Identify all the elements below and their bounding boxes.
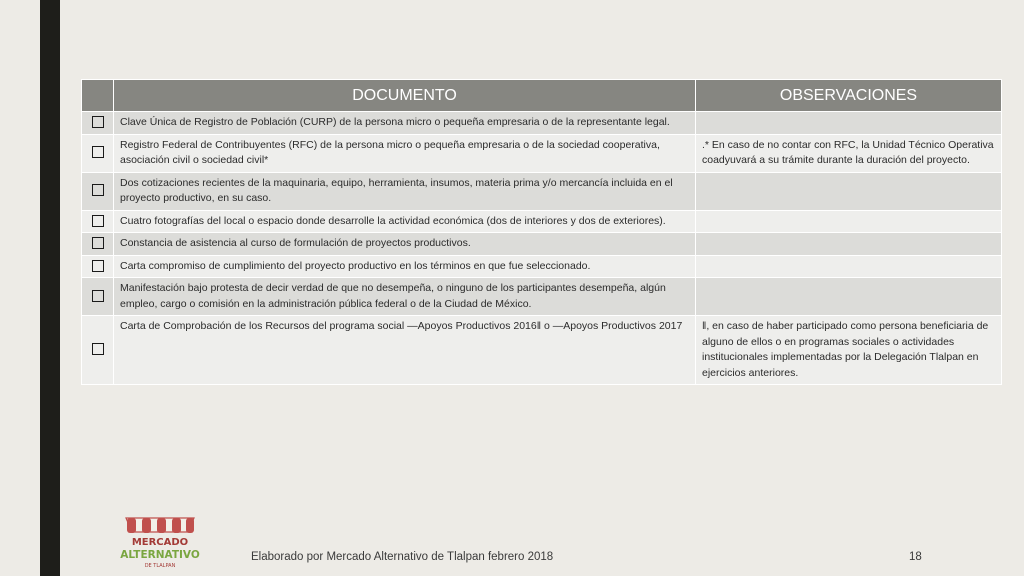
documento-cell: Carta compromiso de cumplimiento del proyecto productivo en los términos en que fue seleccionado.: [114, 255, 696, 278]
checkbox[interactable]: [92, 237, 104, 249]
checkbox[interactable]: [92, 184, 104, 196]
awning-icon: [126, 518, 194, 533]
documento-cell: Clave Única de Registro de Población (CURP) de la persona micro o pequeña empresaria o de la representante legal.: [114, 112, 696, 135]
table-row: [82, 233, 1002, 256]
documento-cell: Carta de Comprobación de los Recursos del programa social ―Apoyos Productivos 2016‖ o ―Apoyos Productivos 2017: [114, 316, 696, 385]
observaciones-cell: [696, 255, 1002, 278]
checkbox[interactable]: [92, 290, 104, 302]
documento-cell: Registro Federal de Contribuyentes (RFC) de la persona micro o pequeña empresaria o de la sociedad cooperativa, asociación civil o sociedad civil*: [114, 134, 696, 172]
checkbox-cell: [82, 278, 114, 316]
observaciones-cell: [696, 210, 1002, 233]
table-row: [82, 134, 1002, 172]
documento-cell: Cuatro fotografías del local o espacio donde desarrolle la actividad económica (dos de interiores y dos de exteriores).: [114, 210, 696, 233]
table-row: [82, 210, 1002, 233]
documento-cell: Manifestación bajo protesta de decir verdad de que no desempeña, o ninguno de los participantes desempeña, algún empleo, cargo o comisión en la administración pública federal o de la Ciudad de México.: [114, 278, 696, 316]
footer-text: Elaborado por Mercado Alternativo de Tlalpan febrero 2018: [251, 551, 554, 563]
logo-line-alternativo: ALTERNATIVO: [120, 549, 200, 561]
checklist-table: [81, 79, 1002, 385]
header-documento: DOCUMENTO: [114, 80, 696, 112]
table-row: [82, 172, 1002, 210]
table-row: [82, 278, 1002, 316]
left-accent-bar: [40, 0, 60, 576]
checkbox-cell: [82, 255, 114, 278]
checkbox[interactable]: [92, 343, 104, 355]
mercado-alternativo-logo: [120, 514, 200, 572]
observaciones-cell: [696, 278, 1002, 316]
checkbox[interactable]: [92, 215, 104, 227]
page-number: 18: [909, 551, 922, 563]
checkbox-cell: [82, 134, 114, 172]
checkbox[interactable]: [92, 146, 104, 158]
checkbox[interactable]: [92, 260, 104, 272]
checkbox-cell: [82, 112, 114, 135]
logo-line-tlalpan: DE TLALPAN: [144, 563, 176, 569]
checkbox[interactable]: [92, 116, 104, 128]
document-checklist: [81, 79, 1001, 385]
observaciones-cell: [696, 172, 1002, 210]
table-row: [82, 112, 1002, 135]
table-header-row: [82, 80, 1002, 112]
checkbox-cell: [82, 210, 114, 233]
checkbox-cell: [82, 233, 114, 256]
checkbox-cell: [82, 316, 114, 385]
observaciones-cell: ‖, en caso de haber participado como persona beneficiaria de alguno de ellos o en programas sociales o actividades institucionales implementadas por la Delegación Tlalpan en ejercicios anteriores.: [696, 316, 1002, 385]
observaciones-cell: [696, 112, 1002, 135]
logo-line-mercado: MERCADO: [131, 537, 189, 548]
documento-cell: Dos cotizaciones recientes de la maquinaria, equipo, herramienta, insumos, materia prima y/o mercancía incluida en el proyecto productivo, en su caso.: [114, 172, 696, 210]
header-check-column: [82, 80, 114, 112]
observaciones-cell: .* En caso de no contar con RFC, la Unidad Técnico Operativa coadyuvará a su trámite durante la duración del proyecto.: [696, 134, 1002, 172]
table-row: [82, 316, 1002, 385]
documento-cell: Constancia de asistencia al curso de formulación de proyectos productivos.: [114, 233, 696, 256]
observaciones-cell: [696, 233, 1002, 256]
table-row: [82, 255, 1002, 278]
header-observaciones: OBSERVACIONES: [696, 80, 1002, 112]
checkbox-cell: [82, 172, 114, 210]
